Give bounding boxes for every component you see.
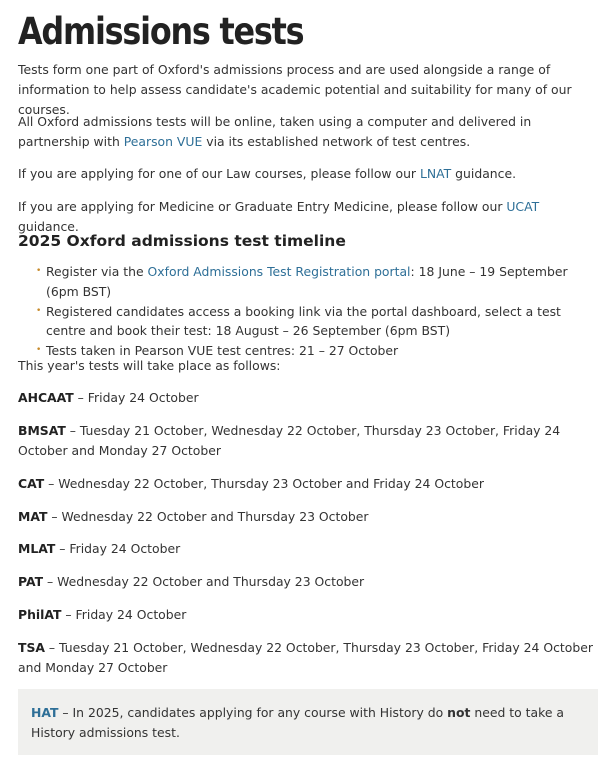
timeline-list	[44, 262, 600, 361]
law-text-before: If you are applying for one of our Law courses, please follow our	[18, 166, 420, 181]
registration-portal-link[interactable]: Oxford Admissions Test Registration portal	[147, 264, 411, 279]
test-row-ahcaat	[18, 388, 598, 408]
timeline-item-register	[44, 262, 600, 302]
law-paragraph	[18, 164, 598, 184]
ucat-link[interactable]: UCAT	[506, 199, 540, 214]
callout-text-after: need to take a History admissions test.	[31, 705, 564, 740]
test-row-tsa	[18, 638, 598, 678]
hat-callout-text	[31, 703, 576, 743]
test-code: PAT	[18, 574, 44, 589]
timeline-item-register-before: Register via the	[46, 264, 148, 279]
pearson-vue-link[interactable]: Pearson VUE	[123, 133, 203, 149]
test-row-bmsat	[18, 421, 598, 461]
timeline-item-register-after: : 18 June – 19 September (6pm BST)	[46, 264, 568, 299]
test-dates: – Tuesday 21 October, Wednesday 22 October, Thursday 23 October, Friday 24 October and Monday 27 October	[18, 423, 561, 458]
test-code: MAT	[18, 509, 48, 524]
online-text-before: All Oxford admissions tests will be online, taken using a computer and delivered in partnership with	[18, 114, 532, 149]
test-dates: – Friday 24 October	[73, 390, 199, 405]
test-code: CAT	[18, 476, 45, 491]
online-text-after: via its established network of test centres.	[202, 133, 471, 149]
lnat-link[interactable]: LNAT	[419, 166, 452, 181]
test-row-pat	[18, 572, 598, 592]
test-dates: – Friday 24 October	[61, 607, 187, 622]
timeline-heading: 2025 Oxford admissions test timeline	[18, 232, 346, 250]
hat-callout	[18, 689, 598, 755]
test-code: BMSAT	[18, 423, 66, 438]
test-row-cat	[18, 474, 598, 494]
medicine-text-before: If you are applying for Medicine or Graduate Entry Medicine, please follow our	[18, 199, 507, 214]
medicine-text-after: guidance.	[18, 218, 79, 234]
test-row-mat	[18, 507, 598, 527]
test-dates: – Tuesday 21 October, Wednesday 22 October, Thursday 23 October, Friday 24 October and Monday 27 October	[18, 640, 593, 675]
test-code: MLAT	[18, 541, 56, 556]
timeline-item-tests: • Tests taken in Pearson VUE test centres: 21 – 27 October	[44, 341, 600, 361]
online-paragraph	[18, 112, 598, 152]
test-row-philat	[18, 605, 598, 625]
intro-text: Tests form one part of Oxford's admissions process and are used alongside a range of information to help assess candidate's academic potential and suitability for many of our courses.	[18, 62, 572, 117]
timeline-item-booking: • Registered candidates access a booking link via the portal dashboard, select a test centre and book their test: 18 August – 26 September (6pm BST)	[44, 302, 600, 342]
test-dates: – Wednesday 22 October and Thursday 23 October	[47, 509, 369, 524]
page-title: Admissions tests	[18, 10, 304, 53]
hat-link[interactable]: HAT	[31, 705, 59, 720]
callout-emphasis: not	[447, 705, 471, 720]
schedule-intro: This year's tests will take place as follows:	[18, 358, 281, 373]
intro-paragraph	[18, 60, 598, 119]
law-text-after: guidance.	[451, 166, 517, 181]
callout-text-before: – In 2025, candidates applying for any course with History do	[58, 705, 448, 720]
test-code: TSA	[18, 640, 45, 655]
test-dates: – Friday 24 October	[55, 541, 181, 556]
test-dates: – Wednesday 22 October and Thursday 23 October	[43, 574, 365, 589]
test-row-mlat	[18, 539, 598, 559]
test-code: AHCAAT	[18, 390, 74, 405]
test-code: PhilAT	[18, 607, 62, 622]
test-dates: – Wednesday 22 October, Thursday 23 October and Friday 24 October	[44, 476, 484, 491]
